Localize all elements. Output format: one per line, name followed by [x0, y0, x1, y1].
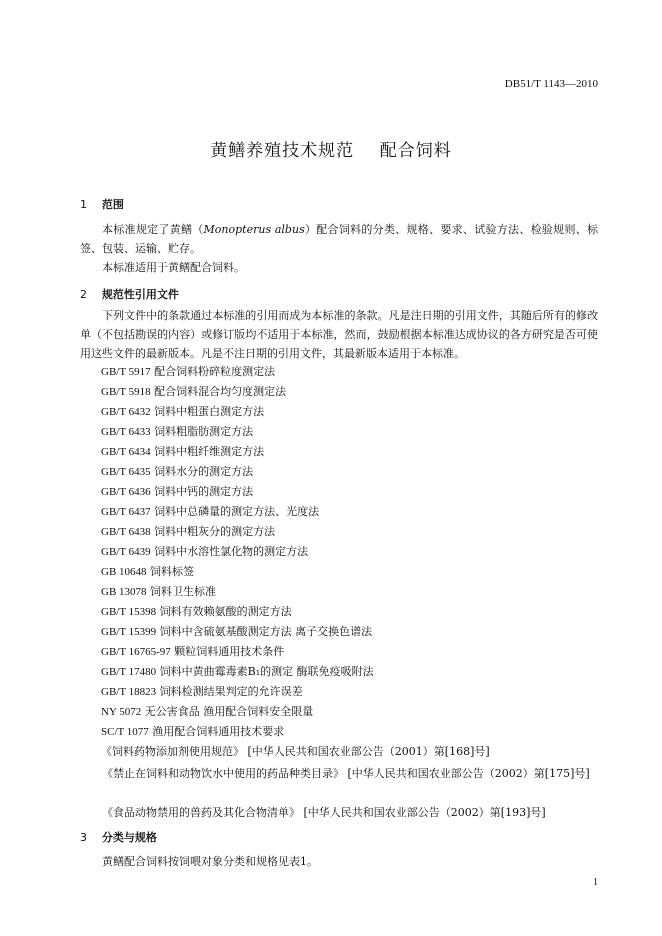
reference-title: 饲料中粗蛋白测定方法: [154, 405, 265, 418]
reference-title: 颗粒饲料通用技术条件: [174, 645, 285, 658]
reference-item: [101, 542, 490, 562]
reference-title: 饲料有效赖氨酸的测定方法: [159, 605, 292, 618]
scope-applicability: 本标准适用于黄鳝配合饲料。: [102, 261, 245, 274]
reference-title: 无公害食品 渔用配合饲料安全限量: [144, 705, 314, 718]
reference-code: GB/T 16765-97: [101, 646, 171, 658]
reference-item: [101, 382, 490, 402]
reference-item: [101, 502, 490, 522]
scope-text-after: ）配合饲料的分类、规格、要求、试验方法、检验规则、标签、包装、运输、贮存。: [80, 223, 599, 255]
reference-item: [101, 522, 490, 542]
section-title: 范围: [101, 198, 124, 211]
reference-title: 配合饲料混合均匀度测定法: [154, 385, 287, 398]
reference-item-long: 《食品动物禁用的兽药及其化合物清单》 [中华人民共和国农业部公告（2002）第[193]号]: [102, 806, 546, 819]
species-latin-name: Monopterus albus: [203, 223, 305, 236]
reference-item: [101, 682, 490, 702]
section-heading-normative-references: [80, 286, 179, 302]
reference-item: [101, 402, 490, 422]
reference-code: GB/T 6432: [101, 406, 151, 418]
scope-text-before: 本标准规定了黄鳝（: [102, 223, 204, 236]
reference-code: GB/T 6434: [101, 446, 151, 458]
references-intro: 下列文件中的条款通过本标准的引用而成为本标准的条款。凡是注日期的引用文件，其随后所有的修改单（不包括勘误的内容）或修订版均不适用于本标准，然而，鼓励根据本标准达成协议的各方研究是否可使用这些文件的最新版本。凡是不注日期的引用文件，其最新版本适用于本标准。: [80, 309, 598, 360]
reference-code: GB/T 6437: [101, 506, 151, 518]
reference-title: 《饲料药物添加剂使用规范》 [中华人民共和国农业部公告（2001）第[168]号]: [101, 745, 490, 758]
section-heading-scope: [80, 196, 124, 212]
reference-code: NY 5072: [101, 706, 142, 718]
reference-title: 饲料中总磷量的测定方法、光度法: [154, 505, 320, 518]
reference-item-long: 《禁止在饲料和动物饮水中使用的药品种类目录》 [中华人民共和国农业部公告（2002）第[175]号]: [102, 767, 590, 780]
reference-code: GB/T 6436: [101, 486, 151, 498]
reference-code: GB 10648: [101, 566, 147, 578]
reference-code: GB/T 5918: [101, 386, 151, 398]
reference-code: GB/T 6438: [101, 526, 151, 538]
section-title: 规范性引用文件: [101, 288, 179, 301]
reference-title: 饲料中钙的测定方法: [154, 485, 254, 498]
reference-code: GB/T 5917: [101, 366, 151, 378]
reference-code: GB 13078: [101, 586, 147, 598]
section-heading-classification: [80, 829, 157, 845]
classification-text: 黄鳝配合饲料按饲喂对象分类和规格见表1。: [102, 855, 318, 868]
section-number: 3: [80, 831, 87, 844]
reference-title: 饲料中粗纤维测定方法: [154, 445, 265, 458]
reference-title: 饲料中含硫氨基酸测定方法 离子交换色谱法: [159, 625, 373, 638]
document-title: 黄鳝养殖技术规范 配合饲料: [210, 141, 452, 161]
scope-paragraph: [80, 220, 598, 258]
reference-title: 饲料卫生标准: [150, 585, 217, 598]
reference-code: GB/T 6439: [101, 546, 151, 558]
reference-code: GB/T 15399: [101, 626, 157, 638]
reference-title: 饲料标签: [150, 565, 195, 578]
reference-title: 饲料粗脂肪测定方法: [154, 425, 254, 438]
reference-title: 渔用配合饲料通用技术要求: [152, 725, 285, 738]
reference-item: [101, 582, 490, 602]
reference-title: 饲料中水溶性氯化物的测定方法: [154, 545, 309, 558]
reference-title: 饲料检测结果判定的允许误差: [159, 685, 303, 698]
page-number: 1: [593, 877, 598, 888]
reference-code: GB/T 6433: [101, 426, 151, 438]
reference-item: [101, 722, 490, 742]
reference-item: [101, 482, 490, 502]
reference-code: GB/T 6435: [101, 466, 151, 478]
reference-title: 饲料水分的测定方法: [154, 465, 254, 478]
reference-item: [101, 702, 490, 722]
section-title: 分类与规格: [101, 831, 157, 844]
reference-item: [101, 622, 490, 642]
reference-item: [101, 642, 490, 662]
reference-item: [101, 422, 490, 442]
reference-item: [101, 442, 490, 462]
reference-item: [101, 562, 490, 582]
reference-list: [101, 362, 490, 762]
reference-item: [101, 742, 490, 762]
reference-title: 配合饲料粉碎粒度测定法: [154, 365, 276, 378]
reference-item: [101, 662, 490, 682]
document-code: DB51/T 1143—2010: [504, 78, 598, 90]
reference-item: [101, 462, 490, 482]
reference-code: GB/T 15398: [101, 606, 157, 618]
reference-title: 饲料中黄曲霉毒素B₁的测定 酶联免疫吸附法: [159, 665, 374, 678]
section-number: 2: [80, 288, 87, 301]
reference-title: 饲料中粗灰分的测定方法: [154, 525, 276, 538]
reference-code: GB/T 17480: [101, 666, 157, 678]
reference-item: [101, 602, 490, 622]
reference-item: [101, 362, 490, 382]
reference-code: GB/T 18823: [101, 686, 157, 698]
reference-code: SC/T 1077: [101, 726, 149, 738]
section-number: 1: [80, 198, 87, 211]
